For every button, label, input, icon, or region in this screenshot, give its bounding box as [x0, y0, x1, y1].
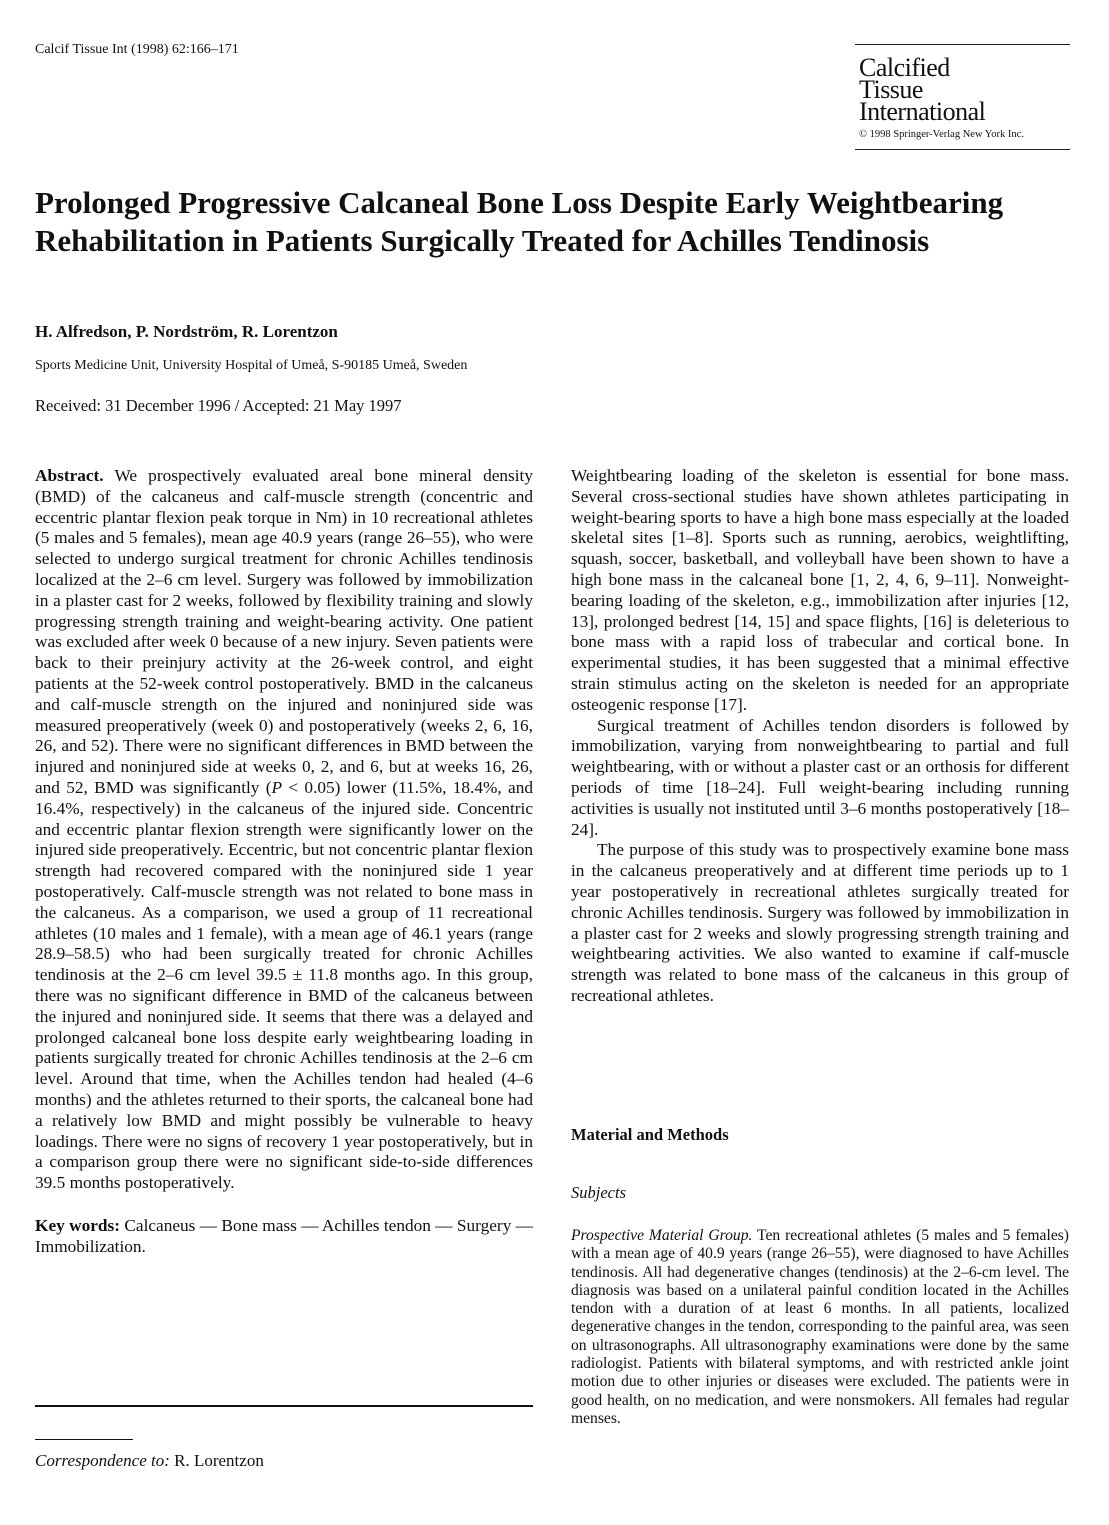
- keywords: [35, 1216, 533, 1258]
- journal-logo-box: [855, 44, 1070, 150]
- methods-paragraph: [571, 1227, 1069, 1428]
- copyright-notice: © 1998 Springer-Verlag New York Inc.: [859, 129, 1024, 140]
- intro-paragraph: Surgical treatment of Achilles tendon disorders is followed by immobilization, varying from nonweightbearing to partial and full weightbearing, with or without a plaster cast or an orthosis for different periods of time [18–24]. Full weight-bearing including running activities is usually not instituted until 3–6 months postoperatively [18–24].: [571, 715, 1069, 839]
- journal-citation: Calcif Tissue Int (1998) 62:166–171: [35, 42, 239, 57]
- correspondence-footnote: [35, 1451, 264, 1471]
- methods-text: [571, 1227, 1069, 1428]
- footnote-rule: [35, 1439, 133, 1440]
- intro-paragraph: Weightbearing loading of the skeleton is essential for bone mass. Several cross-sectional studies have shown athletes participating in weight-bearing sports to have a high bone mass especially at the loaded skeletal sites [1–8]. Sports such as running, aerobics, weightlifting, squash, soccer, basketball, and volleyball have been shown to have a high bone mass in the calcaneal bone [1, 2, 4, 6, 9–11]. Nonweight-bearing loading of the skeleton, e.g., immobilization after injuries [12, 13], prolonged bedrest [14, 15] and space flights, [16] is deleterious to bone mass with a rapid loss of trabecular and cortical bone. In experimental studies, it has been suggested that a minimal effective strain stimulus acting on the skeleton is needed for an appropriate osteogenic response [17].: [571, 466, 1069, 714]
- journal-logo-line: International: [859, 97, 986, 126]
- group-text: Ten recreational athletes (5 males and 5 females) with a mean age of 40.9 years (range 26–55), were diagnosed to have Achilles tendinosis. All had degenerative changes (tendinosis) at the 2–6-cm level. The diagnosis was based on a unilateral painful condition located in the Achilles tendon with a duration of at least 6 months. In all patients, localized degenerative changes in the tendon, corresponding to the painful area, was seen on ultrasonographs. All ultrasonography examinations were done by the same radiologist. Patients with bilateral symptoms, and with restricted ankle joint motion due to other injuries or diseases were excluded. The patients were in good health, on no medication, and were nonsmokers. All females had regular menses.: [571, 1227, 1069, 1427]
- abstract-label: Abstract.: [35, 466, 104, 485]
- right-column: [571, 466, 1069, 1007]
- column-rule: [35, 1405, 533, 1407]
- abstract: [35, 466, 533, 1194]
- section-heading: Material and Methods: [571, 1125, 729, 1144]
- subsection-heading: Subjects: [571, 1183, 626, 1202]
- journal-logo-line: Tissue: [859, 75, 923, 104]
- left-column: [35, 466, 533, 1257]
- intro-paragraph: The purpose of this study was to prospectively examine bone mass in the calcaneus preoperatively and at different time periods up to 1 year postoperatively in recreational athletes surgically treated for chronic Achilles tendinosis. Surgery was followed by immobilization in a plaster cast for 2 weeks and slowly progressing strength training and weightbearing activities. We also wanted to examine if calf-muscle strength was related to bone mass of the calcaneus in this group of recreational athletes.: [571, 840, 1069, 1005]
- keywords-text: Calcaneus — Bone mass — Achilles tendon — Surgery — Immobilization.: [35, 1215, 533, 1256]
- correspondence-name: R. Lorentzon: [169, 1451, 264, 1470]
- author-list: H. Alfredson, P. Nordström, R. Lorentzon: [35, 322, 338, 341]
- group-label: Prospective Material Group.: [571, 1227, 753, 1244]
- received-dates: Received: 31 December 1996 / Accepted: 21 May 1997: [35, 396, 402, 415]
- abstract-text: < 0.05) lower (11.5%, 18.4%, and 16.4%, respectively) in the calcaneus of the injured side. Concentric and eccentric plantar flexion strength were significantly lower on the injured side preoperatively. Eccentric, but not concentric plantar flexion strength had recovered compared with the noninjured side 1 year postoperatively. Calf-muscle strength was not related to bone mass in the calcaneus. As a comparison, we used a group of 11 recreational athletes (10 males and 1 female), with a mean age of 46.1 years (range 28.9–58.5) who had been surgically treated for chronic Achilles tendinosis at the 2–6 cm level 39.5 ± 11.8 months ago. In this group, there was no significant difference in BMD of the calcaneus between the injured and noninjured side. It seems that there was a delayed and prolonged calcaneal bone loss despite early weightbearing loading in patients surgically treated for chronic Achilles tendinosis at the 2–6 cm level. Around that time, when the Achilles tendon had healed (4–6 months) and the athletes returned to their sports, the calcaneal bone had a relatively low BMD and might possibly be vulnerable to heavy loadings. There were no signs of recovery 1 year postoperatively, but in a comparison group there were no significant side-to-side differences 39.5 months postoperatively.: [35, 777, 533, 1193]
- affiliation: Sports Medicine Unit, University Hospital of Umeå, S-90185 Umeå, Sweden: [35, 358, 468, 373]
- keywords-label: Key words:: [35, 1215, 121, 1235]
- p-value-symbol: P: [271, 777, 283, 797]
- journal-logo: [859, 53, 986, 126]
- article-title: Prolonged Progressive Calcaneal Bone Loss Despite Early Weightbearing Rehabilitation in Patients Surgically Treated for Achilles Tendinosis: [35, 185, 1004, 258]
- correspondence-label: Correspondence to:: [35, 1451, 170, 1470]
- journal-logo-line: Calcified: [859, 53, 950, 82]
- abstract-text: We prospectively evaluated areal bone mineral density (BMD) of the calcaneus and calf-muscle strength (concentric and eccentric plantar flexion peak torque in Nm) in 10 recreational athletes (5 males and 5 females), mean age 40.9 years (range 26–55), who were selected to undergo surgical treatment for chronic Achilles tendinosis localized at the 2–6 cm level. Surgery was followed by immobilization in a plaster cast for 2 weeks, followed by flexibility training and slowly progressing strength training and weight-bearing activity. One patient was excluded after week 0 because of a new injury. Seven patients were back to their preinjury activity at the 26-week control, and eight patients at the 52-week control postoperatively. BMD in the calcaneus and calf-muscle strength on the injured and noninjured side was measured preoperatively (week 0) and postoperatively (weeks 2, 6, 16, 26, and 52). There were no significant differences in BMD between the injured and noninjured side at weeks 0, 2, and 6, but at weeks 16, 26, and 52, BMD was significantly (: [35, 466, 533, 797]
